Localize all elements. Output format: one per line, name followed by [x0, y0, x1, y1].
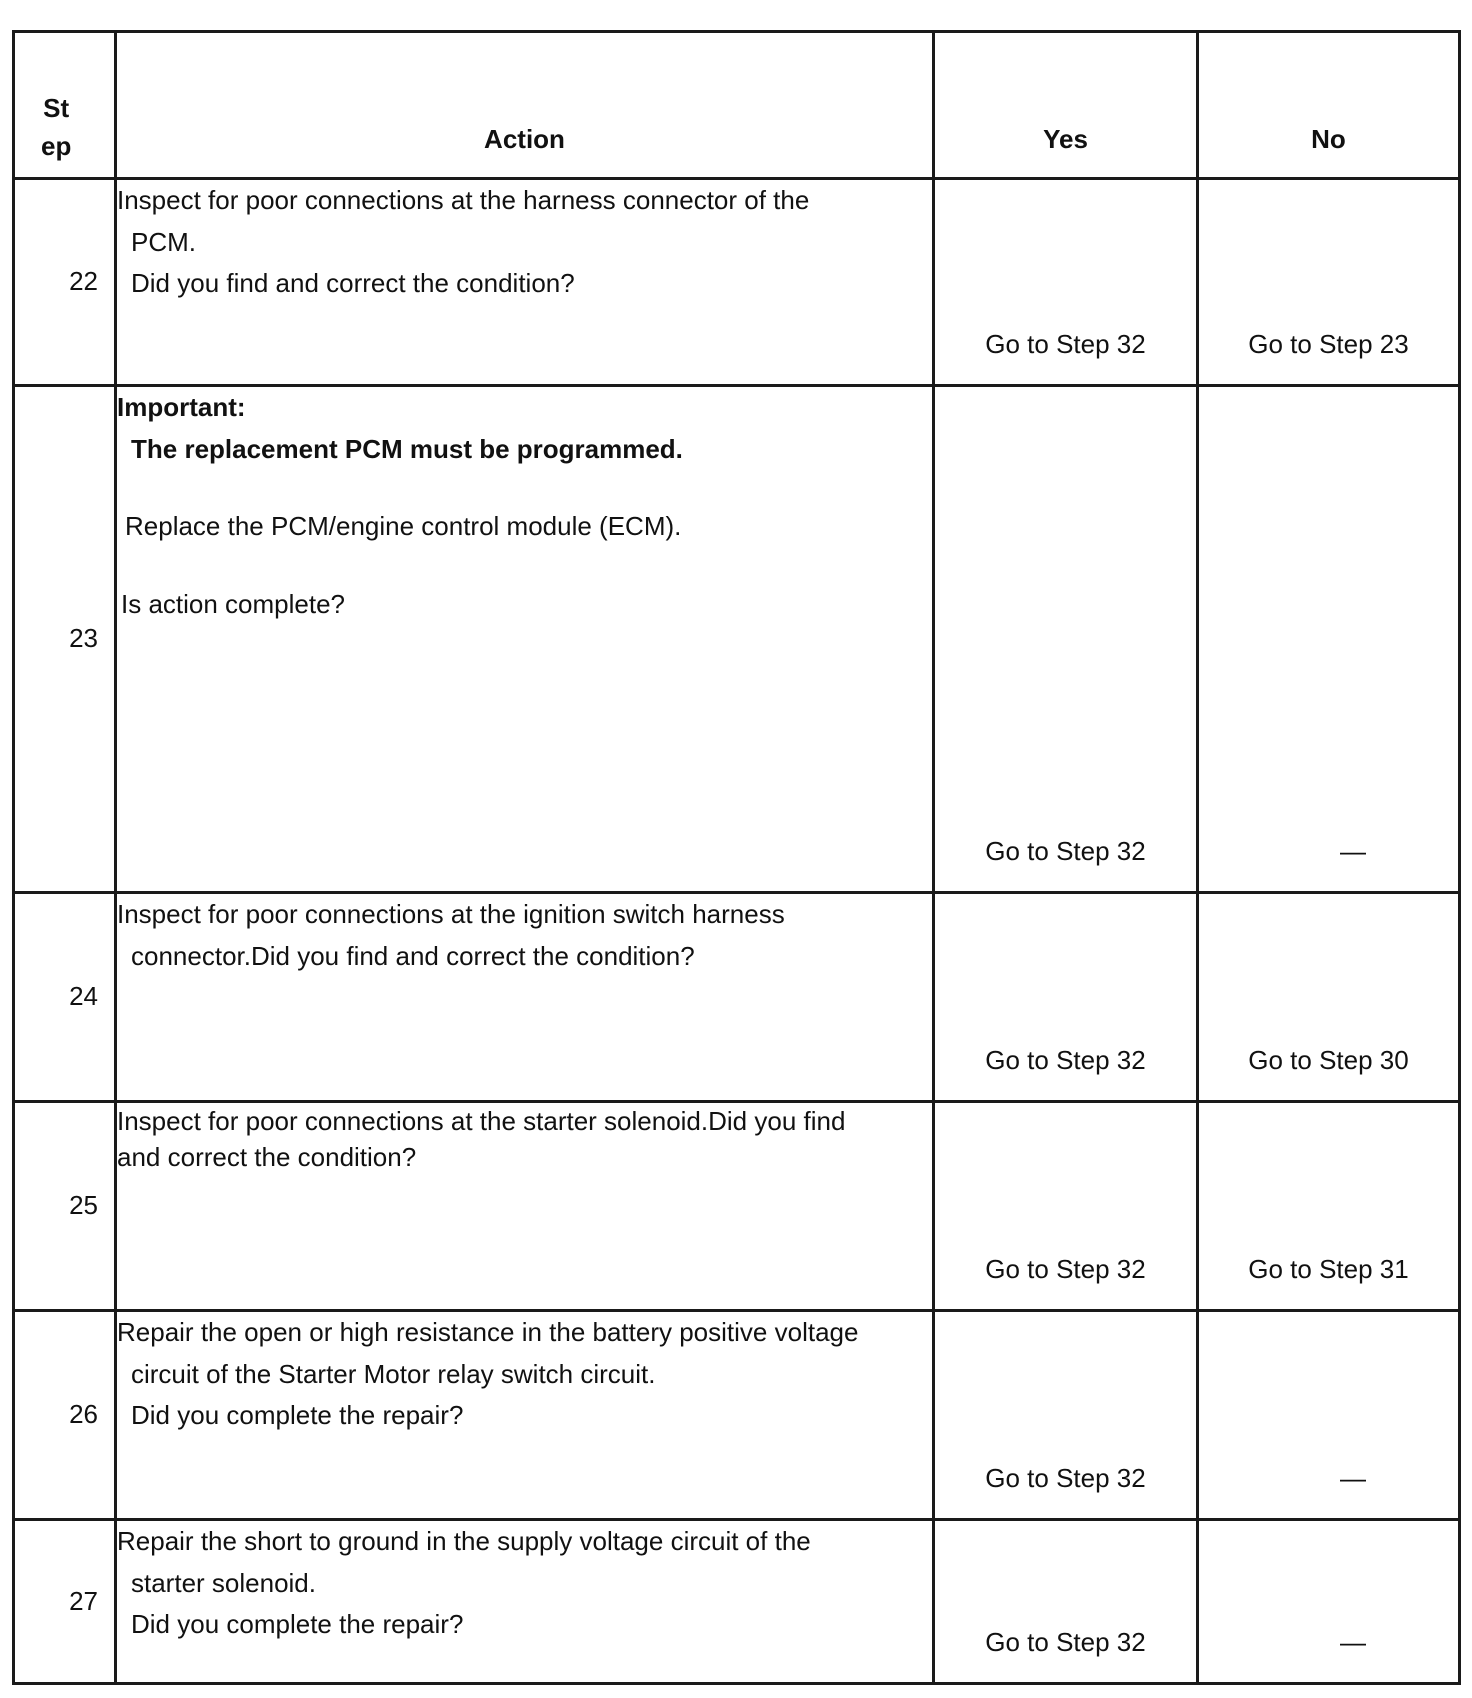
step-cell: 26 [14, 1311, 116, 1520]
action-line: PCM. [131, 226, 196, 257]
action-line: starter solenoid. [131, 1567, 316, 1598]
important-label: Important: [117, 392, 246, 422]
header-step-line2: ep [41, 131, 72, 161]
action-line: Inspect for poor connections at the starter solenoid.Did you find [117, 1106, 846, 1136]
yes-cell: Go to Step 32 [934, 1520, 1198, 1684]
table-row [14, 1102, 1460, 1311]
action-cell [116, 1311, 934, 1520]
header-yes: Yes [934, 32, 1198, 179]
yes-cell: Go to Step 32 [934, 386, 1198, 893]
yes-cell: Go to Step 32 [934, 1102, 1198, 1311]
action-cell [116, 893, 934, 1102]
header-step-line1: St [43, 93, 70, 123]
header-action: Action [116, 32, 934, 179]
step-cell: 24 [14, 893, 116, 1102]
step-cell: 25 [14, 1102, 116, 1311]
action-line: Is action complete? [121, 588, 346, 619]
action-line: Did you find and correct the condition? [131, 268, 575, 299]
yes-cell: Go to Step 32 [934, 179, 1198, 386]
action-line: Inspect for poor connections at the ignition switch harness [117, 899, 785, 929]
action-line: Did you complete the repair? [131, 1609, 464, 1640]
action-line: connector.Did you find and correct the condition? [131, 940, 695, 971]
no-cell: Go to Step 30 [1198, 893, 1460, 1102]
action-cell [116, 1102, 934, 1311]
step-cell: 27 [14, 1520, 116, 1684]
no-cell: Go to Step 31 [1198, 1102, 1460, 1311]
action-line: Inspect for poor connections at the harness connector of the [117, 185, 810, 215]
table-row [14, 1311, 1460, 1520]
header-no: No [1198, 32, 1460, 179]
step-cell: 23 [14, 386, 116, 893]
yes-cell: Go to Step 32 [934, 1311, 1198, 1520]
no-cell: — [1198, 1311, 1460, 1520]
diagnostic-table [12, 30, 1461, 1685]
action-line: Did you complete the repair? [131, 1400, 464, 1431]
yes-cell: Go to Step 32 [934, 893, 1198, 1102]
step-cell: 22 [14, 179, 116, 386]
table-row [14, 893, 1460, 1102]
header-step [14, 32, 116, 179]
table-row [14, 179, 1460, 386]
action-line: Replace the PCM/engine control module (ECM). [125, 511, 682, 542]
no-cell: — [1198, 386, 1460, 893]
no-cell: — [1198, 1520, 1460, 1684]
action-line: circuit of the Starter Motor relay switch circuit. [131, 1358, 656, 1389]
action-line: Repair the open or high resistance in the battery positive voltage [117, 1317, 859, 1347]
action-cell [116, 179, 934, 386]
action-line: Repair the short to ground in the supply voltage circuit of the [117, 1526, 811, 1556]
action-line: and correct the condition? [117, 1142, 417, 1173]
action-cell [116, 1520, 934, 1684]
action-cell [116, 386, 934, 893]
important-text: The replacement PCM must be programmed. [131, 433, 683, 464]
no-cell: Go to Step 23 [1198, 179, 1460, 386]
table-row [14, 386, 1460, 893]
table-header-row [14, 32, 1460, 179]
table-row [14, 1520, 1460, 1684]
